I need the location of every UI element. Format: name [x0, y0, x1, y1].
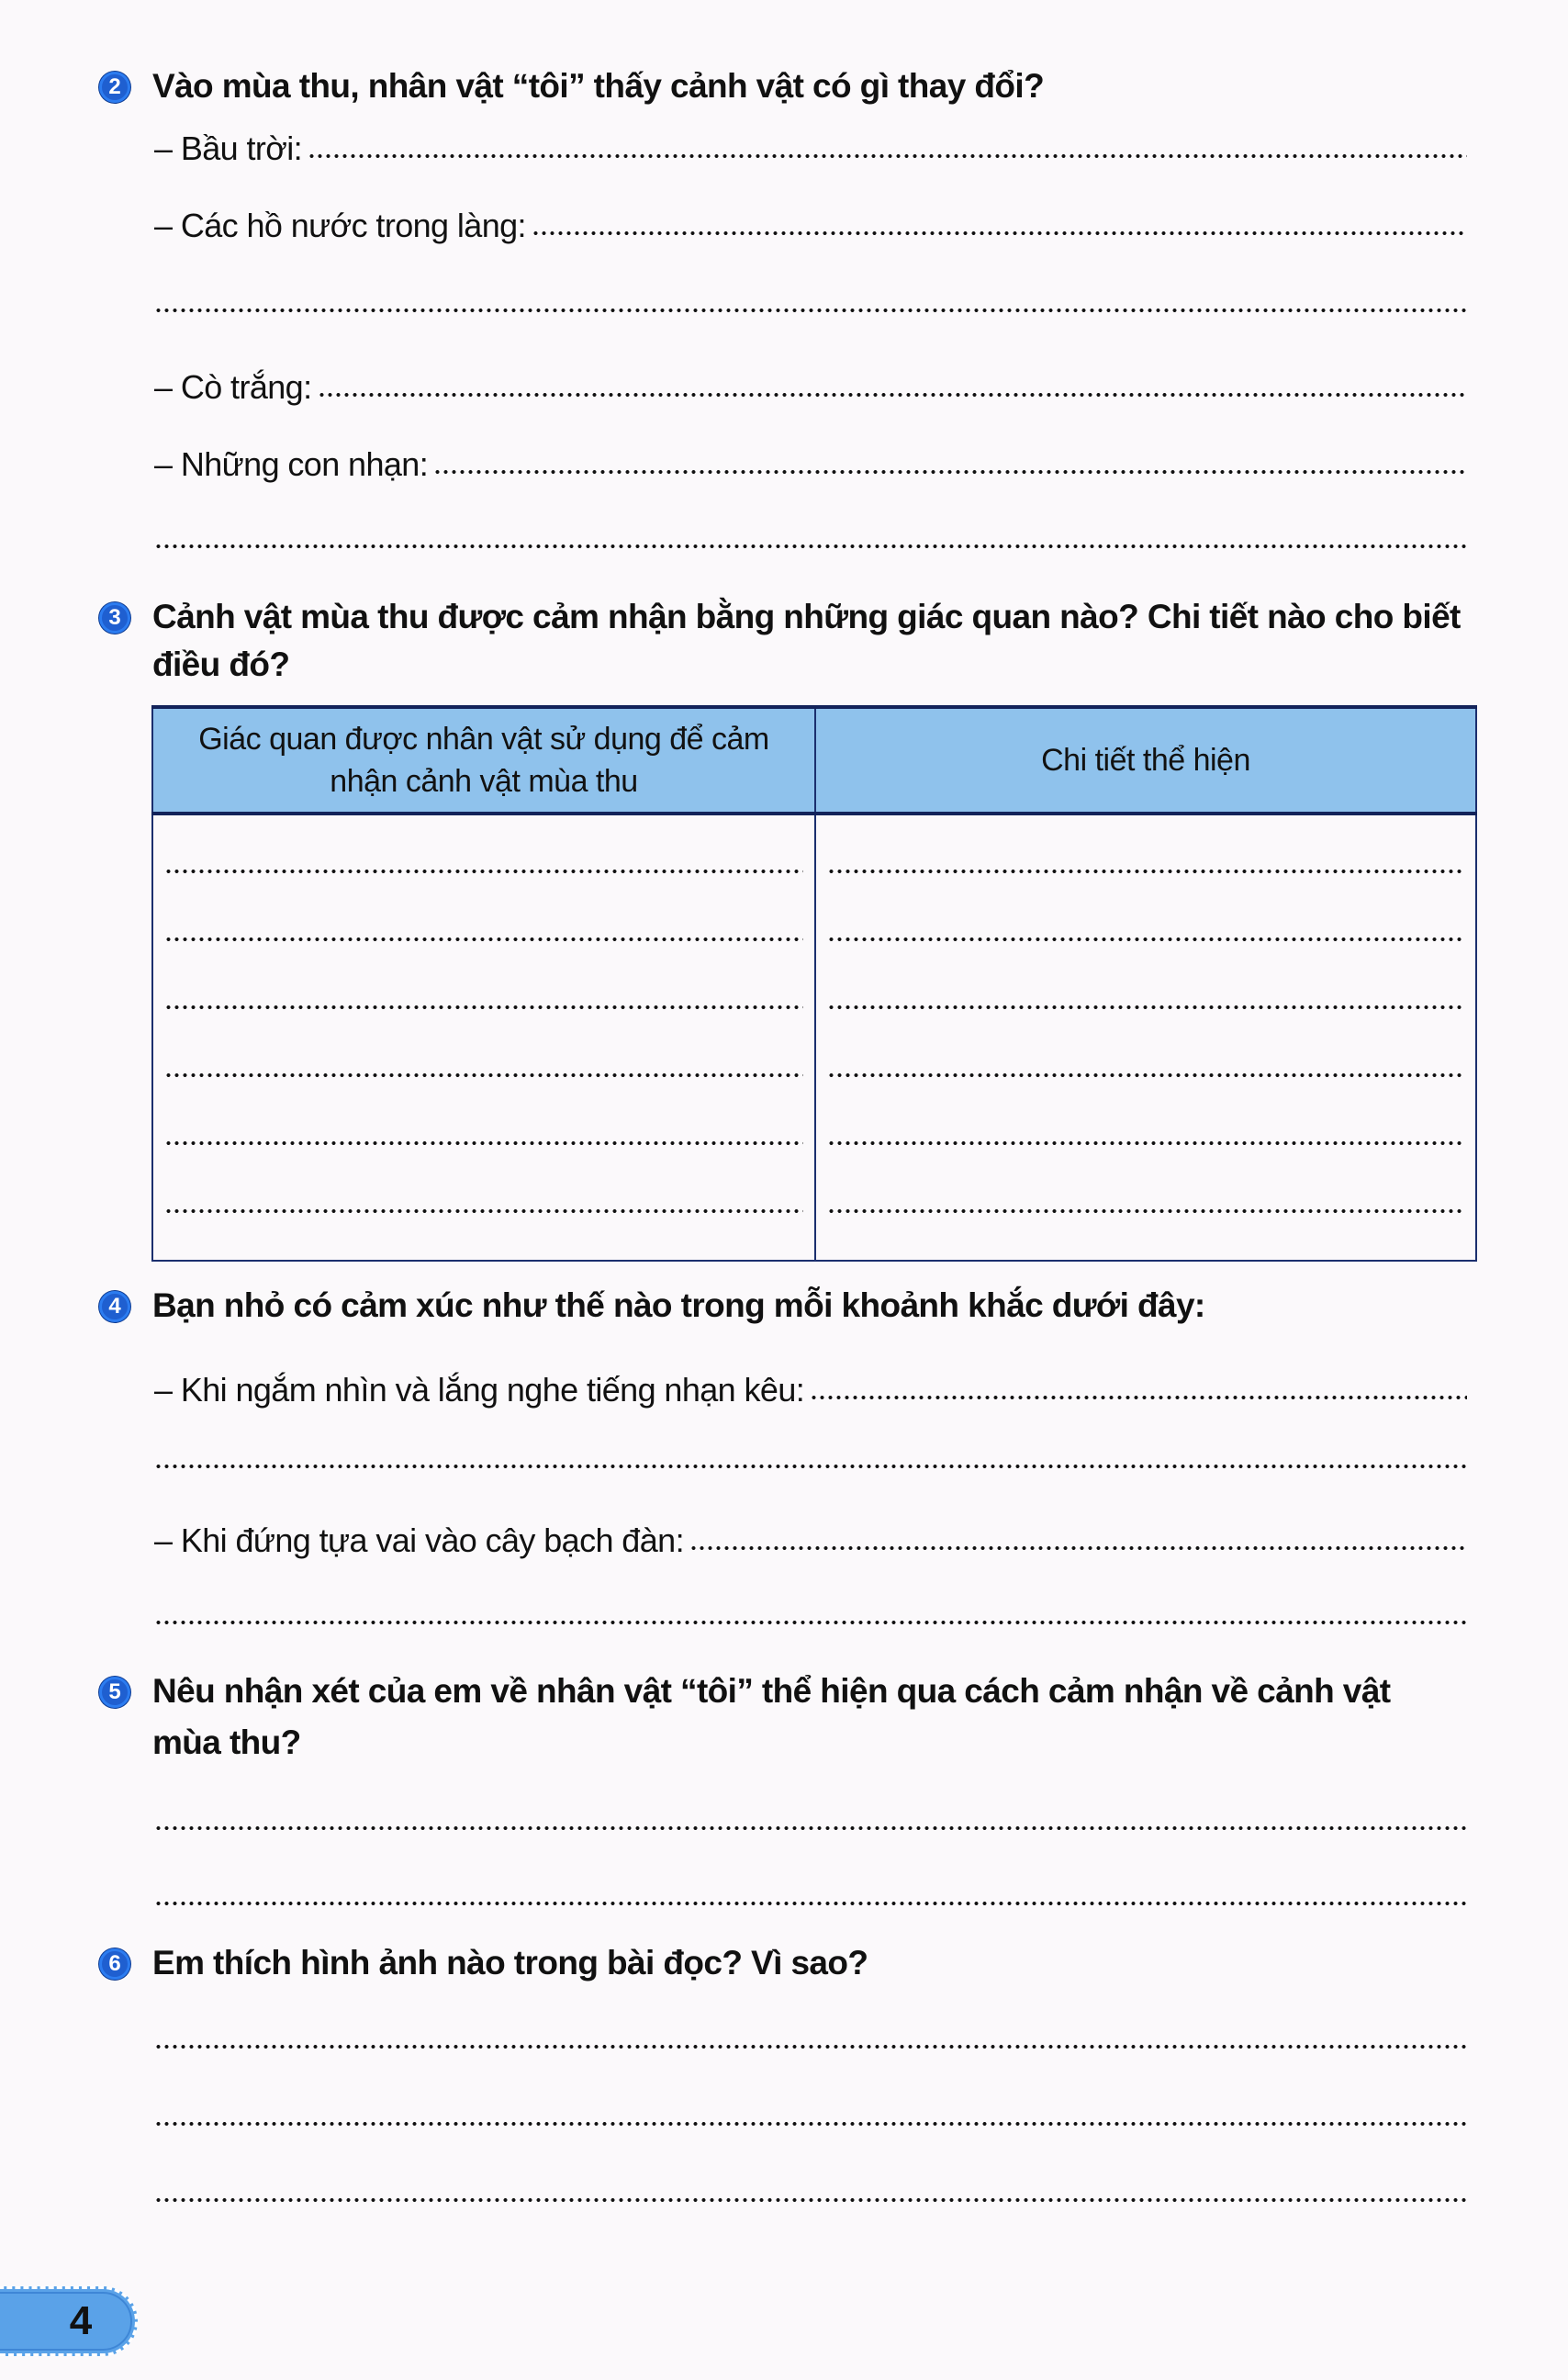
table-header-details: Chi tiết thể hiện [815, 707, 1476, 814]
answer-row-bau-troi [154, 129, 1467, 169]
question-number-badge: 4 [99, 1291, 130, 1322]
table-row [152, 814, 1476, 1261]
table-cell-details [815, 814, 1476, 1261]
answer-row-co-trang [154, 367, 1467, 408]
question-5-title-line2: mùa thu? [152, 1723, 301, 1761]
answer-line[interactable] [827, 1208, 1464, 1216]
answer-label: – Cò trắng: [154, 368, 312, 406]
answer-row-cac-ho-nuoc [154, 206, 1467, 246]
question-5-title-line1: Nêu nhận xét của em về nhân vật “tôi” thể hiện qua cách cảm nhận về cảnh vật [152, 1672, 1391, 1710]
answer-line-blank[interactable] [154, 2197, 1467, 2205]
question-3-title-line1: Cảnh vật mùa thu được cảm nhận bằng những giác quan nào? Chi tiết nào cho biết [152, 598, 1461, 635]
senses-table [151, 705, 1477, 1262]
answer-line-blank[interactable] [154, 2044, 1467, 2051]
answer-line[interactable] [827, 1140, 1464, 1148]
answer-line[interactable] [827, 1005, 1464, 1012]
question-number-badge: 3 [99, 602, 130, 634]
answer-line[interactable] [308, 152, 1467, 161]
answer-line[interactable] [164, 869, 803, 876]
answer-label: – Khi ngắm nhìn và lắng nghe tiếng nhạn kêu: [154, 1371, 805, 1409]
answer-line[interactable] [164, 1208, 803, 1216]
answer-line-blank[interactable] [154, 544, 1467, 551]
question-6-title: Em thích hình ảnh nào trong bài đọc? Vì sao? [152, 1944, 868, 1981]
answer-line[interactable] [164, 1005, 803, 1012]
question-number-badge: 6 [99, 1948, 130, 1980]
table-cell-senses [152, 814, 815, 1261]
answer-row-tua-vai [154, 1521, 1467, 1561]
answer-line-blank[interactable] [154, 2121, 1467, 2128]
answer-row-ngam-nhin [154, 1370, 1467, 1410]
answer-line[interactable] [433, 467, 1467, 477]
answer-line[interactable] [827, 1072, 1464, 1080]
answer-line[interactable] [164, 1072, 803, 1080]
answer-line-blank[interactable] [154, 1901, 1467, 1908]
question-2-title: Vào mùa thu, nhân vật “tôi” thấy cảnh vật có gì thay đổi? [152, 67, 1045, 105]
answer-line[interactable] [318, 390, 1467, 399]
answer-label: – Khi đứng tựa vai vào cây bạch đàn: [154, 1521, 684, 1559]
page-number: 4 [69, 2298, 93, 2343]
answer-label: – Các hồ nước trong làng: [154, 207, 526, 244]
question-4-title: Bạn nhỏ có cảm xúc như thế nào trong mỗi khoảnh khắc dưới đây: [152, 1286, 1205, 1324]
answer-line-blank[interactable] [154, 1825, 1467, 1833]
table-header-senses: Giác quan được nhân vật sử dụng để cảm nhận cảnh vật mùa thu [152, 707, 815, 814]
answer-line-blank[interactable] [154, 308, 1467, 315]
answer-line[interactable] [827, 937, 1464, 944]
answer-label: – Những con nhạn: [154, 445, 429, 483]
question-number-badge: 5 [99, 1677, 130, 1708]
question-number-badge: 2 [99, 72, 130, 103]
question-3-title-line2: điều đó? [152, 646, 290, 683]
answer-line[interactable] [164, 937, 803, 944]
answer-line[interactable] [827, 869, 1464, 876]
answer-row-nhung-con-nhan [154, 444, 1467, 485]
table-header-row [152, 707, 1476, 814]
answer-line[interactable] [532, 229, 1467, 238]
answer-line-blank[interactable] [154, 1620, 1467, 1627]
answer-line[interactable] [810, 1393, 1467, 1402]
answer-line-blank[interactable] [154, 1464, 1467, 1471]
answer-label: – Bầu trời: [154, 129, 303, 167]
answer-line[interactable] [164, 1140, 803, 1148]
answer-line[interactable] [689, 1544, 1467, 1553]
